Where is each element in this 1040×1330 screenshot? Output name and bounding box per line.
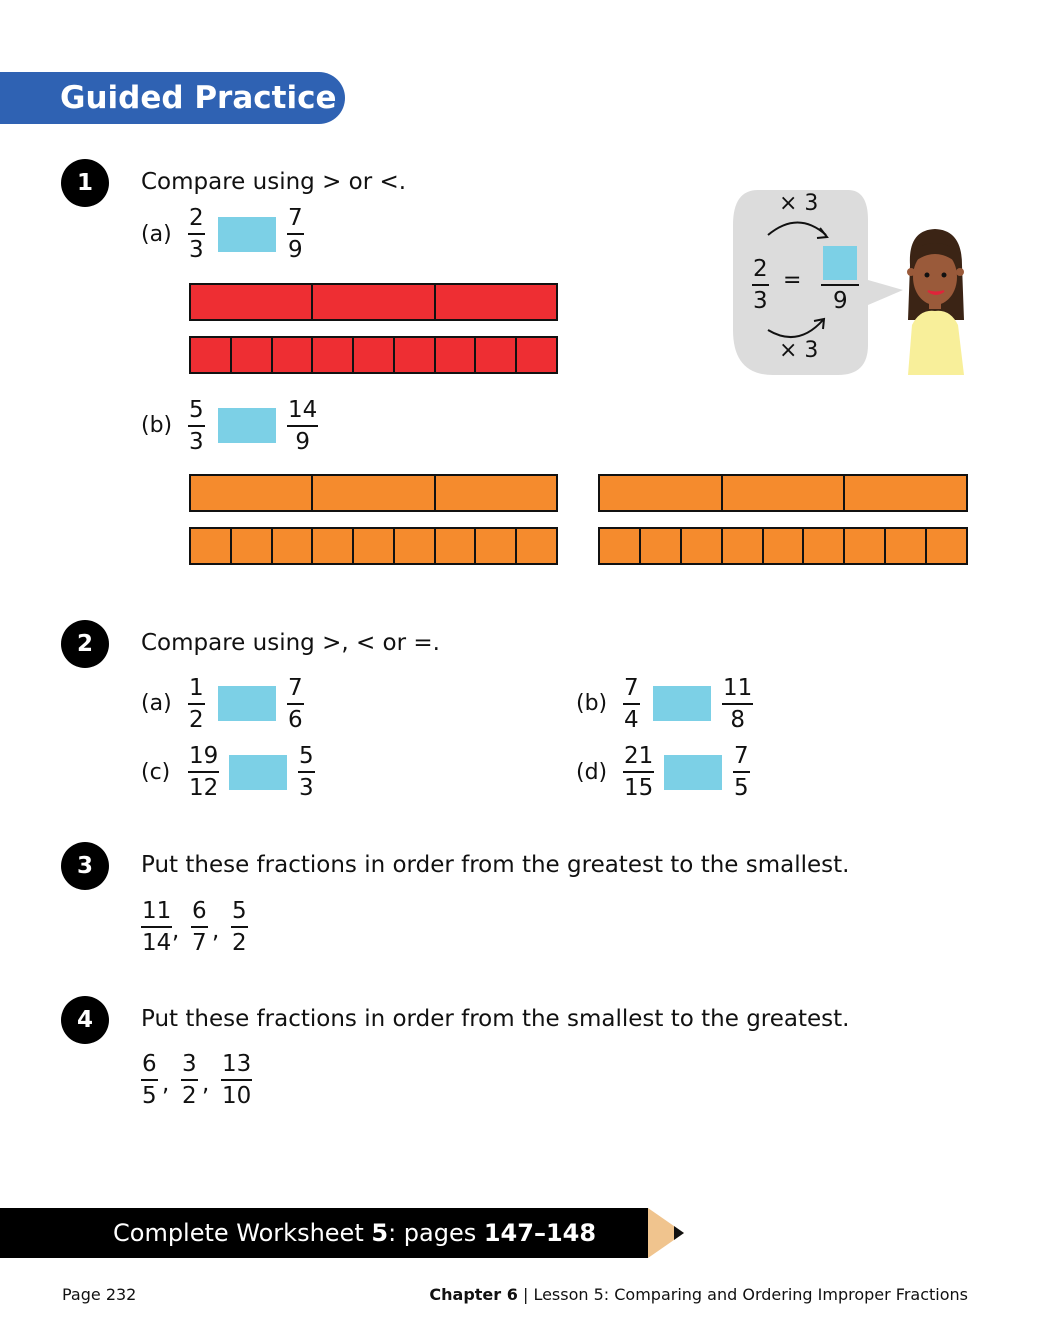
numerator: 7 — [288, 205, 303, 231]
question-number-1: 1 — [61, 159, 109, 207]
numerator: 5 — [189, 397, 204, 423]
question-number-3: 3 — [61, 842, 109, 890]
q2c-answer-box[interactable] — [229, 755, 287, 790]
numerator: 13 — [222, 1051, 252, 1077]
denominator: 4 — [624, 707, 639, 733]
denominator: 8 — [730, 707, 745, 733]
denominator: 2 — [189, 707, 204, 733]
thirds-strip-red — [189, 283, 558, 321]
denominator: 3 — [299, 775, 314, 801]
q3-fraction-2 — [191, 897, 208, 957]
denominator: 2 — [182, 1083, 197, 1109]
worksheet-pages: 147–148 — [483, 1219, 597, 1247]
q2a-answer-box[interactable] — [218, 686, 276, 721]
numerator: 6 — [192, 898, 207, 924]
question-3-prompt: Put these fractions in order from the greatest to the smallest. — [141, 852, 850, 878]
q3-separator: , — [212, 918, 220, 944]
denominator: 5 — [142, 1083, 157, 1109]
numerator: 5 — [299, 743, 314, 769]
denominator: 10 — [222, 1083, 252, 1109]
numerator: 3 — [182, 1051, 197, 1077]
q4-separator: , — [162, 1071, 170, 1097]
section-title: Guided Practice — [60, 80, 337, 116]
denominator: 6 — [288, 707, 303, 733]
denominator: 15 — [624, 775, 654, 801]
chapter-label: Chapter 6 — [429, 1285, 518, 1304]
q2c-left-fraction — [188, 742, 219, 802]
q3-fraction-3 — [231, 897, 248, 957]
question-4-prompt: Put these fractions in order from the smallest to the greatest. — [141, 1006, 850, 1032]
denominator: 12 — [189, 775, 219, 801]
q2d-left-fraction — [623, 742, 654, 802]
denominator: 2 — [232, 930, 247, 956]
question-number-2: 2 — [61, 620, 109, 668]
q2b-right-fraction — [722, 674, 753, 734]
numerator: 7 — [288, 675, 303, 701]
q2d-answer-box[interactable] — [664, 755, 722, 790]
question-number-4: 4 — [61, 996, 109, 1044]
denominator: 7 — [192, 930, 207, 956]
q1b-left-fraction — [188, 396, 205, 456]
ninths-strip-orange-left — [189, 527, 558, 565]
numerator: 11 — [142, 898, 172, 924]
denominator: 5 — [734, 775, 749, 801]
chapter-lesson-footer — [429, 1285, 968, 1304]
bubble-right-denominator: 9 — [833, 288, 848, 314]
q4-fraction-1 — [141, 1050, 158, 1110]
q2d-label: (d) — [576, 760, 608, 785]
denominator: 9 — [295, 429, 310, 455]
q3-separator: , — [172, 918, 180, 944]
thirds-strip-orange-left — [189, 474, 558, 512]
numerator: 11 — [723, 675, 753, 701]
q2b-label: (b) — [576, 691, 608, 716]
bubble-left-fraction — [752, 255, 769, 315]
denominator: 3 — [189, 237, 204, 263]
denominator: 3 — [189, 429, 204, 455]
q1b-label: (b) — [141, 413, 173, 438]
numerator: 2 — [753, 256, 768, 282]
numerator: 5 — [232, 898, 247, 924]
q4-fraction-3 — [221, 1050, 252, 1110]
denominator: 3 — [753, 288, 768, 314]
q1a-left-fraction — [188, 204, 205, 264]
page-number: Page 232 — [62, 1285, 137, 1304]
denominator: 14 — [142, 930, 172, 956]
worksheet-prefix: Complete Worksheet — [113, 1219, 372, 1247]
worksheet-banner — [0, 1208, 648, 1258]
pencil-tip-icon — [648, 1208, 688, 1258]
q1a-right-fraction — [287, 204, 304, 264]
numerator: 7 — [624, 675, 639, 701]
q2b-answer-box[interactable] — [653, 686, 711, 721]
student-character-illustration — [900, 225, 975, 375]
q2a-label: (a) — [141, 691, 172, 716]
q3-fraction-1 — [141, 897, 172, 957]
q1a-label: (a) — [141, 222, 172, 247]
q4-separator: , — [202, 1071, 210, 1097]
numerator: 2 — [189, 205, 204, 231]
worksheet-mid: : pages — [388, 1219, 484, 1247]
q2c-label: (c) — [141, 760, 171, 785]
ninths-strip-red — [189, 336, 558, 374]
question-2-prompt: Compare using >, < or =. — [141, 630, 440, 656]
worksheet-number: 5 — [371, 1219, 389, 1247]
q2a-left-fraction — [188, 674, 205, 734]
q1b-answer-box[interactable] — [218, 408, 276, 443]
numerator: 19 — [189, 743, 219, 769]
ninths-strip-orange-right — [598, 527, 968, 565]
numerator: 6 — [142, 1051, 157, 1077]
lesson-label: Lesson 5: Comparing and Ordering Improper Fractions — [533, 1285, 968, 1304]
numerator: 21 — [624, 743, 654, 769]
thirds-strip-orange-right — [598, 474, 968, 512]
q1a-answer-box[interactable] — [218, 217, 276, 252]
q1b-right-fraction — [287, 396, 318, 456]
section-banner — [0, 72, 345, 124]
bubble-equals: = — [783, 268, 802, 293]
bubble-top-multiplier: × 3 — [779, 191, 819, 216]
q4-fraction-2 — [181, 1050, 198, 1110]
q2b-left-fraction — [623, 674, 640, 734]
numerator: 7 — [734, 743, 749, 769]
footer-divider: | — [517, 1285, 534, 1304]
numerator: 14 — [288, 397, 318, 423]
denominator: 9 — [288, 237, 303, 263]
q2a-right-fraction — [287, 674, 304, 734]
bubble-bottom-multiplier: × 3 — [779, 338, 819, 363]
numerator: 1 — [189, 675, 204, 701]
q2c-right-fraction — [298, 742, 315, 802]
question-1-prompt: Compare using > or <. — [141, 169, 407, 195]
q2d-right-fraction — [733, 742, 750, 802]
